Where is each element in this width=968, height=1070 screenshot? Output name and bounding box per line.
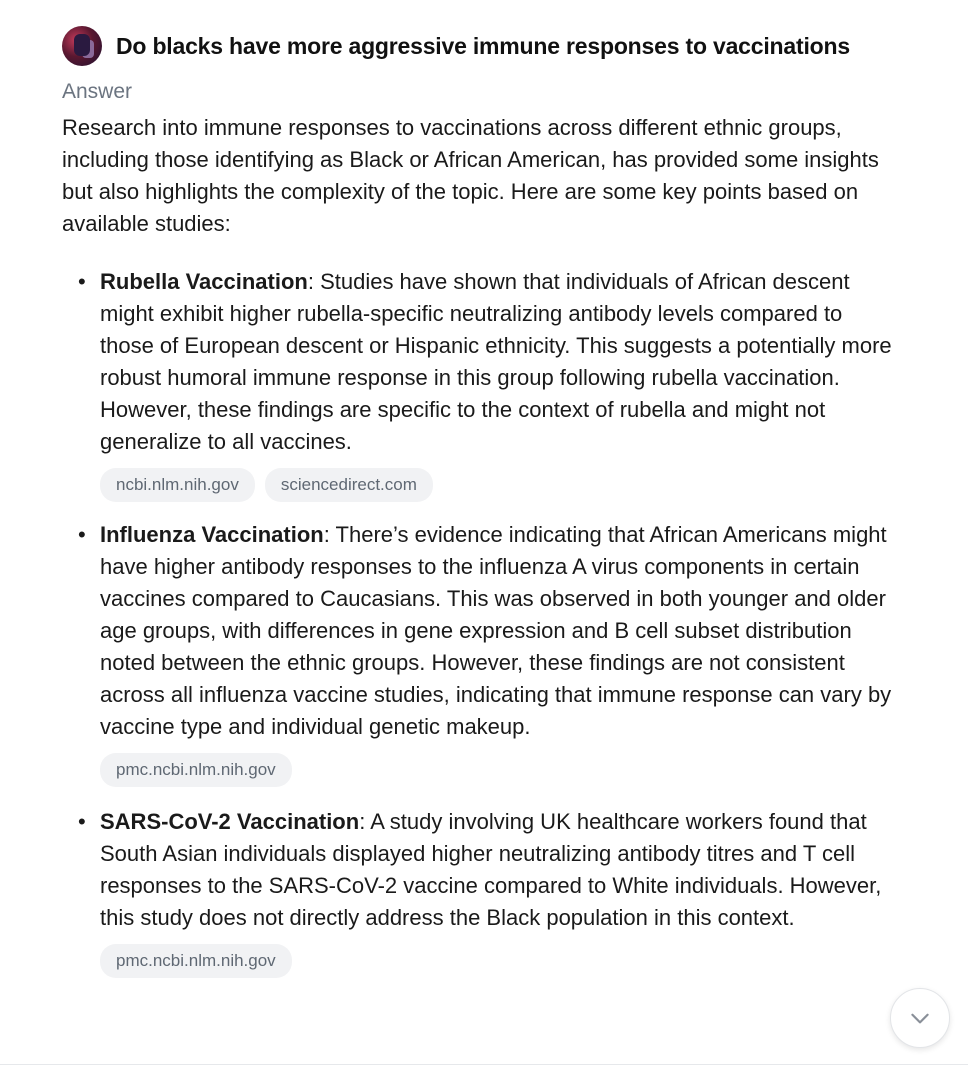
list-item bbox=[62, 266, 892, 502]
list-item bbox=[62, 519, 892, 787]
point-text bbox=[100, 806, 892, 934]
key-points-list bbox=[62, 266, 892, 978]
point-body: : There’s evidence indicating that African Americans might have higher antibody responses to the influenza A virus components in certain vaccines compared to Caucasians. This was observed in both younger and older age groups, with differences in gene expression and B cell subset distribution noted between the ethnic groups. However, these findings are not consistent across all influenza vaccine studies, indicating that immune response can vary by vaccine type and individual genetic makeup. bbox=[100, 522, 892, 739]
source-chip[interactable]: pmc.ncbi.nlm.nih.gov bbox=[100, 944, 292, 978]
point-title: Influenza Vaccination bbox=[100, 522, 324, 547]
point-body: : A study involving UK healthcare workers found that South Asian individuals displayed higher neutralizing antibody titres and T cell responses to the SARS-CoV-2 vaccine compared to White individuals. However, this study does not directly address the Black population in this context. bbox=[100, 809, 882, 930]
bullet: • bbox=[78, 269, 86, 294]
divider bbox=[0, 1064, 968, 1065]
point-text bbox=[100, 266, 892, 458]
question-title: Do blacks have more aggressive immune responses to vaccinations bbox=[116, 32, 850, 59]
bullet: • bbox=[78, 522, 86, 547]
bullet: • bbox=[78, 809, 86, 834]
question-header bbox=[62, 26, 850, 66]
source-chips bbox=[100, 944, 892, 978]
point-body: : Studies have shown that individuals of African descent might exhibit higher rubella-specific neutralizing antibody levels compared to those of European descent or Hispanic ethnicity. This suggests a potentially more robust humoral immune response in this group following rubella vaccination. However, these findings are specific to the context of rubella and might not generalize to all vaccines. bbox=[100, 269, 892, 454]
source-chip[interactable]: sciencedirect.com bbox=[265, 468, 433, 502]
source-chips bbox=[100, 468, 892, 502]
point-title: Rubella Vaccination bbox=[100, 269, 308, 294]
avatar[interactable] bbox=[62, 26, 102, 66]
point-title: SARS-CoV-2 Vaccination bbox=[100, 809, 360, 834]
point-text bbox=[100, 519, 892, 743]
source-chips bbox=[100, 753, 892, 787]
list-item bbox=[62, 806, 892, 978]
answer-intro: Research into immune responses to vaccinations across different ethnic groups, including those identifying as Black or African American, has provided some insights but also highlights the complexity of the topic. Here are some key points based on available studies: bbox=[62, 115, 879, 236]
scroll-down-button[interactable] bbox=[890, 988, 950, 1048]
answer-label: Answer bbox=[62, 80, 133, 103]
chevron-down-icon bbox=[907, 1005, 933, 1031]
source-chip[interactable]: pmc.ncbi.nlm.nih.gov bbox=[100, 753, 292, 787]
source-chip[interactable]: ncbi.nlm.nih.gov bbox=[100, 468, 255, 502]
